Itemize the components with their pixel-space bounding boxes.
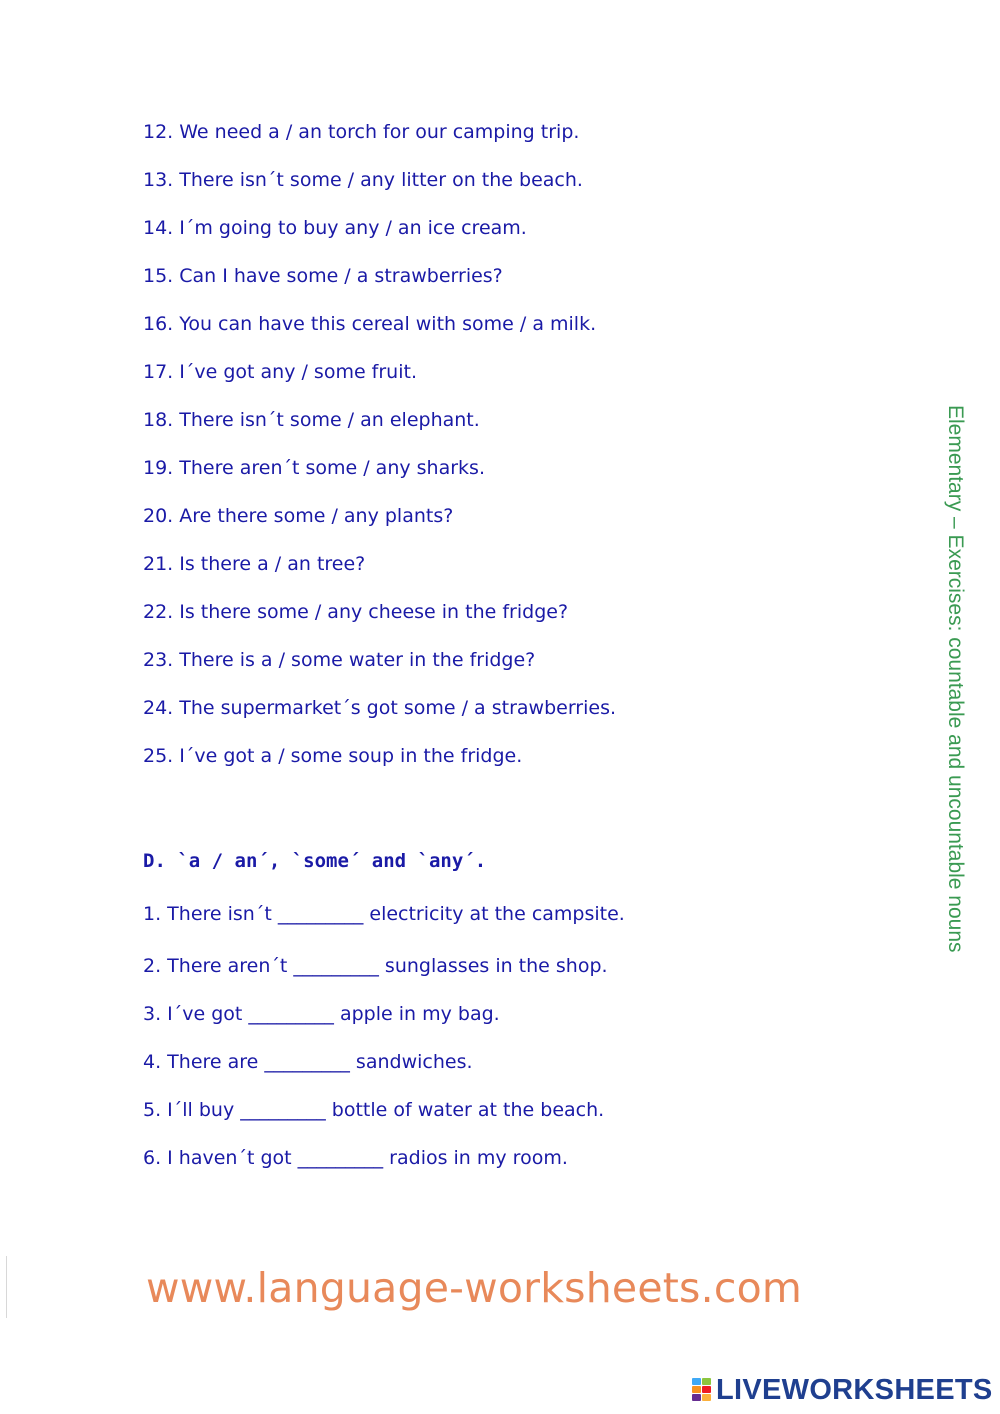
exercise-item-13: 13. There isn´t some / any litter on the beach. (143, 169, 583, 191)
section-d-item-2[interactable]: 2. There aren´t _________ sunglasses in the shop. (143, 955, 608, 977)
exercise-item-12: 12. We need a / an torch for our camping trip. (143, 121, 580, 143)
section-d-item-1[interactable]: 1. There isn´t _________ electricity at the campsite. (143, 903, 625, 925)
exercise-item-15: 15. Can I have some / a strawberries? (143, 265, 503, 287)
exercise-item-17: 17. I´ve got any / some fruit. (143, 361, 417, 383)
section-d-heading: D. `a / an´, `some´ and `any´. (143, 850, 487, 872)
exercise-item-21: 21. Is there a / an tree? (143, 553, 366, 575)
page-edge-rule (6, 1256, 7, 1318)
exercise-item-16: 16. You can have this cereal with some / a milk. (143, 313, 597, 335)
exercise-item-18: 18. There isn´t some / an elephant. (143, 409, 480, 431)
exercise-item-25: 25. I´ve got a / some soup in the fridge. (143, 745, 523, 767)
liveworksheets-text: LIVEWORKSHEETS (716, 1374, 993, 1406)
section-d-item-5[interactable]: 5. I´ll buy _________ bottle of water at the beach. (143, 1099, 605, 1121)
section-d-item-3[interactable]: 3. I´ve got _________ apple in my bag. (143, 1003, 500, 1025)
side-title: Elementary – Exercises: countable and uncountable nouns (944, 405, 967, 953)
liveworksheets-brand (692, 1373, 993, 1407)
exercise-item-20: 20. Are there some / any plants? (143, 505, 454, 527)
website-url: www.language-worksheets.com (146, 1264, 802, 1312)
exercise-item-22: 22. Is there some / any cheese in the fridge? (143, 601, 569, 623)
exercise-item-23: 23. There is a / some water in the fridge? (143, 649, 536, 671)
section-d-item-4[interactable]: 4. There are _________ sandwiches. (143, 1051, 473, 1073)
exercise-item-19: 19. There aren´t some / any sharks. (143, 457, 485, 479)
liveworksheets-logo-icon (692, 1378, 712, 1402)
section-d-item-6[interactable]: 6. I haven´t got _________ radios in my room. (143, 1147, 568, 1169)
exercise-item-24: 24. The supermarket´s got some / a strawberries. (143, 697, 617, 719)
exercise-item-14: 14. I´m going to buy any / an ice cream. (143, 217, 527, 239)
